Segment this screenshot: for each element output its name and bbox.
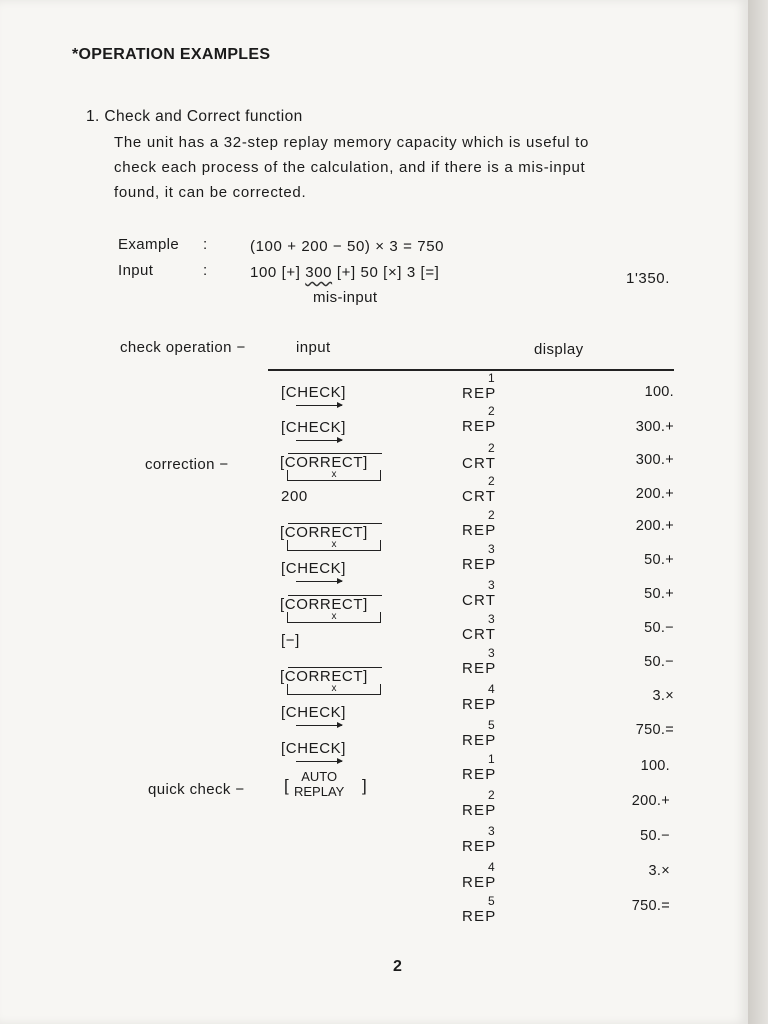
right-arrow-icon (296, 405, 342, 406)
step-number: 5 (488, 718, 495, 732)
right-arrow-icon (296, 581, 342, 582)
auto-replay-key (294, 769, 344, 799)
step-number: 1 (488, 371, 495, 385)
overline-mark (288, 523, 382, 524)
input-value: [−] (281, 632, 300, 649)
display-value: 200.+ (635, 486, 674, 502)
example-label: Example (118, 236, 180, 253)
step-number: 2 (488, 441, 495, 455)
right-arrow-icon (296, 440, 342, 441)
step-number: 4 (488, 682, 495, 696)
display-code: REP (462, 556, 497, 573)
paragraph-line: check each process of the calculation, and if there is a mis-input (114, 159, 586, 176)
display-value: 100. (640, 758, 670, 774)
example-colon: : (203, 236, 208, 253)
input-colon: : (203, 262, 208, 279)
display-value: 200.+ (631, 793, 670, 809)
display-value: 200.+ (635, 518, 674, 534)
display-code: CRT (462, 626, 497, 643)
input-result-display: 1'350. (626, 270, 671, 287)
step-number: 2 (488, 508, 495, 522)
check-key: [CHECK] (281, 384, 347, 401)
check-key: [CHECK] (281, 704, 347, 721)
input-value: 200 (281, 488, 308, 505)
display-code: REP (462, 418, 497, 435)
quick-check-label: quick check − (148, 781, 245, 798)
display-value: 50.− (644, 620, 674, 636)
step-number: 5 (488, 894, 495, 908)
input-label: Input (118, 262, 154, 279)
auto-replay-bracket-close: ] (362, 776, 367, 795)
subsection-title: 1. Check and Correct function (86, 108, 303, 125)
correct-key: [CORRECT] (280, 524, 368, 541)
header-rule (268, 369, 674, 371)
right-arrow-icon (296, 761, 342, 762)
x-box-icon: x (287, 612, 381, 623)
page-number: 2 (393, 958, 402, 975)
step-number: 2 (488, 404, 495, 418)
example-expression: (100 + 200 − 50) × 3 = 750 (250, 238, 445, 255)
display-value: 750.= (631, 898, 670, 914)
correct-key: [CORRECT] (280, 668, 368, 685)
paragraph-line: found, it can be corrected. (114, 184, 307, 201)
step-number: 3 (488, 578, 495, 592)
section-heading: *OPERATION EXAMPLES (72, 46, 271, 63)
misinput-note: mis-input (313, 289, 378, 306)
check-operation-header: check operation − (120, 339, 246, 356)
display-code: CRT (462, 488, 497, 505)
step-number: 1 (488, 752, 495, 766)
display-code: REP (462, 696, 497, 713)
display-value: 50.− (640, 828, 670, 844)
display-code: REP (462, 660, 497, 677)
overline-mark (288, 453, 382, 454)
x-box-icon: x (287, 684, 381, 695)
step-number: 3 (488, 542, 495, 556)
overline-mark (288, 595, 382, 596)
display-code: REP (462, 732, 497, 749)
input-header: input (296, 339, 331, 356)
input-before: 100 [+] (250, 264, 306, 281)
input-after: [+] 50 [×] 3 [=] (332, 264, 440, 281)
auto-replay-line: AUTO (301, 769, 338, 784)
display-code: REP (462, 908, 497, 925)
auto-replay-line: REPLAY (294, 784, 345, 799)
display-value: 50.+ (644, 586, 674, 602)
display-value: 750.= (635, 722, 674, 738)
display-code: REP (462, 522, 497, 539)
display-code: REP (462, 766, 497, 783)
display-header: display (534, 341, 584, 358)
display-code: CRT (462, 455, 497, 472)
correct-key: [CORRECT] (280, 454, 368, 471)
display-value: 3.× (648, 863, 670, 879)
check-key: [CHECK] (281, 740, 347, 757)
right-arrow-icon (296, 725, 342, 726)
step-number: 2 (488, 788, 495, 802)
display-value: 50.− (644, 654, 674, 670)
step-number: 3 (488, 612, 495, 626)
input-sequence (250, 264, 439, 281)
x-box-icon: x (287, 540, 381, 551)
step-number: 3 (488, 646, 495, 660)
page-edge (748, 0, 768, 1024)
display-code: REP (462, 838, 497, 855)
display-value: 300.+ (635, 452, 674, 468)
step-number: 2 (488, 474, 495, 488)
check-key: [CHECK] (281, 560, 347, 577)
display-value: 300.+ (635, 419, 674, 435)
x-box-icon: x (287, 470, 381, 481)
correct-key: [CORRECT] (280, 596, 368, 613)
display-value: 50.+ (644, 552, 674, 568)
display-code: REP (462, 385, 497, 402)
correction-label: correction − (145, 456, 229, 473)
misinput-value: 300 (305, 264, 333, 281)
check-key: [CHECK] (281, 419, 347, 436)
paragraph-line: The unit has a 32-step replay memory capacity which is useful to (114, 134, 590, 151)
display-value: 3.× (652, 688, 674, 704)
display-code: CRT (462, 592, 497, 609)
step-number: 4 (488, 860, 495, 874)
overline-mark (288, 667, 382, 668)
auto-replay-bracket-open: [ (284, 776, 289, 795)
display-code: REP (462, 802, 497, 819)
display-code: REP (462, 874, 497, 891)
display-value: 100. (644, 384, 674, 400)
step-number: 3 (488, 824, 495, 838)
